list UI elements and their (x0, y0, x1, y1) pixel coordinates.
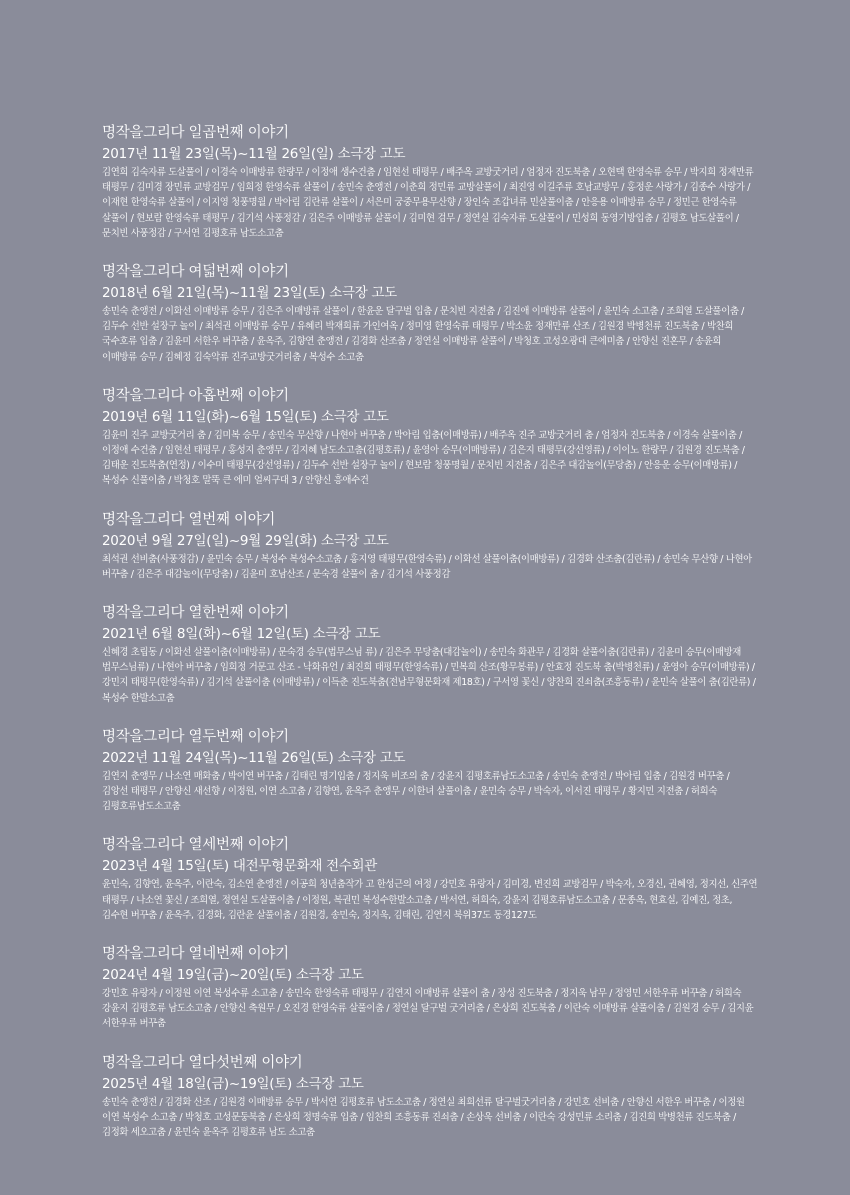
section-date: 2023년 4월 15일(토) 대전무형문화재 전수회관 (102, 858, 378, 875)
section-title: 명작을그리다 열세번째 이야기 (102, 837, 289, 854)
performance-section-8 (102, 263, 758, 365)
section-credits: 윤민숙, 김향연, 윤옥주, 이란숙, 김소연 춘앵전 / 이공희 청년춤작가 고 한성근의 여정 / 강민호 유랑자 / 김미경, 변진희 교방검무 / 박숙자, 오경신, 권혜영, 정지선, 신주연 태평무 / 나소연 꽃신 / 조희열, 정연실 도살풀이춤 / 이정원, 복권민 복성수한발소고춤 / 박서연, 허희숙, 강윤지 김평호류남도소고춤 / 문종옥, 현효실, 김예진, 정초, 김수현 버꾸춤 / 윤옥주, 김경화, 김란윤 살풀이춤 / 김원경, 송민숙, 정지욱, 김태린, 김연지 북위37도 동경127도 (102, 879, 758, 921)
performance-section-15 (102, 1054, 758, 1141)
section-credits: 송민숙 춘앵전 / 김경화 산조 / 김원경 이매방류 승무 / 박서연 김평호류 남도소고춤 / 정연실 최희선류 달구벌굿거리춤 / 강민호 선비춤 / 안향신 서한우 버꾸춤 / 이정원 이연 복성수 소고춤 / 박청호 고성문둥북춤 / 은상희 정명숙류 입춤 / 임찬희 조흥동류 진쇠춤 / 손상욱 선비춤 / 이란숙 강성민류 소리춤 / 김진희 박병천류 진도북춤 / 김정화 세오고춤 / 윤민숙 윤옥주 김평호류 남도 소고춤 (102, 1096, 745, 1139)
section-credits: 신혜경 초립동 / 이화선 살풀이춤(이매방류) / 문숙경 승무(법무스님 류) / 김은주 무당춤(대감놀이) / 송민숙 화관무 / 김경화 살풀이춤(김란류) / 김윤미 승무(이매방재 법무스님류) / 나현아 버꾸춤 / 임희정 거문고 산조 - 낙화유언 / 최진희 태평무(한영숙류) / 민복희 산조(황무봉류) / 안효정 진도북 춤(박병천류) / 윤영아 승무(이매방류) / 강민지 태평무(한영숙류) / 김기석 살풀이춤 (이매방류) / 이득춘 진도북춤(전남무형문화재 제18호) / 구서영 꽃신 / 양찬희 진쇠춤(조흥동류) / 윤민숙 살풀이 춤(김란류) / 복성수 한발소고춤 (102, 647, 756, 704)
performance-section-10 (102, 511, 758, 582)
performance-section-9 (102, 387, 758, 489)
section-date: 2022년 11월 24일(목)~11월 26일(토) 소극장 고도 (102, 749, 406, 766)
section-title: 명작을그리다 열한번째 이야기 (102, 605, 289, 622)
performance-section-11 (102, 604, 758, 706)
section-title: 명작을그리다 열다섯번째 이야기 (102, 1054, 303, 1071)
section-date: 2017년 11월 23일(목)~11월 26일(일) 소극장 고도 (102, 146, 406, 162)
section-title: 명작을그리다 열번째 이야기 (102, 511, 276, 528)
section-date: 2020년 9월 27일(일)~9월 29일(화) 소극장 고도 (102, 532, 389, 549)
section-credits: 김연지 춘앵무 / 나소연 매화춤 / 박이연 버꾸춤 / 김태린 명기입춤 / 정지욱 비조의 춤 / 강윤지 김평호류남도소고춤 / 송민숙 춘앵전 / 박아림 입춤 / 김원경 버꾸춤 / 김앙선 태평무 / 안향신 새선향 / 이정원, 이연 소고춤 / 김향연, 윤옥주 춘앵무 / 이한녀 살풀이춤 / 윤민숙 승무 / 박숙자, 이서진 태평무 / 황지민 지전춤 / 허희숙 김평호류남도소고춤 (102, 770, 730, 813)
section-credits: 김윤미 진주 교방굿거리 춤 / 김미복 승무 / 송민숙 무산향 / 나현아 버꾸춤 / 박아림 입춤(이매방류) / 배주옥 진주 교방굿거리 춤 / 엄정자 진도북춤 / 이경숙 살풀이춤 / 이정애 수건춤 / 임현선 태평무 / 홍성지 춘앵무 / 김지혜 남도소고춤(김평호류) / 윤영아 승무(이매방류) / 김은지 태평무(강선영류) / 이이노 한량무 / 김원경 진도북춤 / 김태운 진도북춤(연정) / 이수미 태평무(강선영류) / 김두수 선반 설장구 놀이 / 현보람 청풍명월 / 문치빈 지전춤 / 김은주 대감놀이(무당춤) / 안응운 승무(이매방류) / 복성수 신풀이춤 / 박청호 말뚝 큰 에미 얼씨구대 3 / 안향신 흥애수건 (102, 429, 745, 487)
section-title: 명작을그리다 아홉번째 이야기 (102, 387, 289, 404)
section-date: 2018년 6월 21일(목)~11월 23일(토) 소극장 고도 (102, 285, 397, 302)
section-credits: 송민숙 춘앵전 / 이화선 이매방류 승무 / 김은주 이매방류 살풀이 / 한윤운 달구벌 입춤 / 문치빈 지전춤 / 김진애 이매방류 살풀이 / 윤민숙 소고춤 / 조희열 도살풀이춤 / 김두수 선반 설장구 놀이 / 최석권 이매방류 승무 / 유혜리 박재희류 가인여옥 / 정미영 한영숙류 태평무 / 박소윤 정재만류 산조 / 김원경 박병천류 진도북춤 / 박찬희 국수호류 입춤 / 김윤미 서한우 버꾸춤 / 윤옥주, 김향연 춘앵전 / 김경화 산조춤 / 정연실 이매방류 살풀이 / 박청호 고성오광대 큰에미춤 / 안향신 진혼무 / 송윤희 이매방류 승무 / 김혜정 김숙악류 진주교방굿거리춤 / 복성수 소고춤 (102, 306, 744, 363)
performance-section-14 (102, 945, 758, 1032)
section-date: 2021년 6월 8일(화)~6월 12일(토) 소극장 고도 (102, 626, 381, 643)
section-date: 2024년 4월 19일(금)~20일(토) 소극장 고도 (102, 967, 364, 984)
section-credits: 김연희 김숙자류 도살풀이 / 이경숙 이매방류 한량무 / 이정애 생수건춤 / 임현선 태평무 / 배주옥 교방굿거리 / 엄정자 진도북춤 / 오현택 한영숙류 승무 / 박지희 정재만류 태평무 / 김미경 장민류 교방검무 / 임희정 한영숙류 살풀이 / 송민숙 춘앵전 / 이춘희 정민류 교방살풀이 / 최진영 이길주류 호남교방무 / 홍정운 사랑가 / 김종수 사랑가 / 이재현 한영숙류 살풀이 / 이지영 청풍명월 / 박아림 김란류 살풀이 / 서은미 궁중무용무산향 / 장인숙 조갑녀류 민살풀이춤 / 안응용 이매방류 승무 / 정민근 한영숙류 살풀이 / 현보람 한영숙류 태평무 / 김기석 사풍정감 / 김은주 이매방류 살풀이 / 김미현 검무 / 정연실 김숙자류 도살풀이 / 민성희 동영기방입춤 / 김평호 남도살풀이 / 문치빈 사풍정감 / 구서연 김평호류 남도소고춤 (102, 167, 754, 239)
performance-section-7 (102, 124, 758, 241)
section-credits: 강민호 유랑자 / 이정원 이연 복성수류 소고춤 / 송민숙 한영숙류 태평무 / 김연지 이매방류 살풀이 춤 / 장성 진도북춤 / 정지욱 남무 / 정영민 서한우류 버꾸춤 / 허희숙 강윤지 김평호류 남도소고춤 / 안향신 축원무 / 오진경 한영숙류 살풀이춤 / 정연실 달구벌 굿거리춤 / 은상희 진도북춤 / 이란숙 이매방류 살풀이춤 / 김원경 승무 / 김지윤 서한우류 버꾸춤 (102, 988, 754, 1030)
performance-section-13 (102, 836, 758, 923)
section-credits: 최석권 선비춤(사풍정감) / 윤민숙 승무 / 복성수 복성수소고춤 / 홍지영 태평무(한영숙류) / 이화선 살풀이춤(이매방류) / 김경화 산조춤(김란류) / 송민숙 무산향 / 나현아 버꾸춤 / 김은주 대감놀이(무당춤) / 김윤미 호남산조 / 문숙경 살풀이 춤 / 김기석 사풍정감 (102, 553, 752, 580)
section-date: 2025년 4월 18일(금)~19일(토) 소극장 고도 (102, 1075, 364, 1092)
section-title: 명작을그리다 일곱번째 이야기 (102, 125, 289, 141)
section-date: 2019년 6월 11일(화)~6월 15일(토) 소극장 고도 (102, 408, 389, 425)
section-title: 명작을그리다 여덟번째 이야기 (102, 264, 289, 281)
section-title: 명작을그리다 열네번째 이야기 (102, 946, 289, 963)
performance-section-12 (102, 728, 758, 815)
section-title: 명작을그리다 열두번째 이야기 (102, 728, 289, 745)
